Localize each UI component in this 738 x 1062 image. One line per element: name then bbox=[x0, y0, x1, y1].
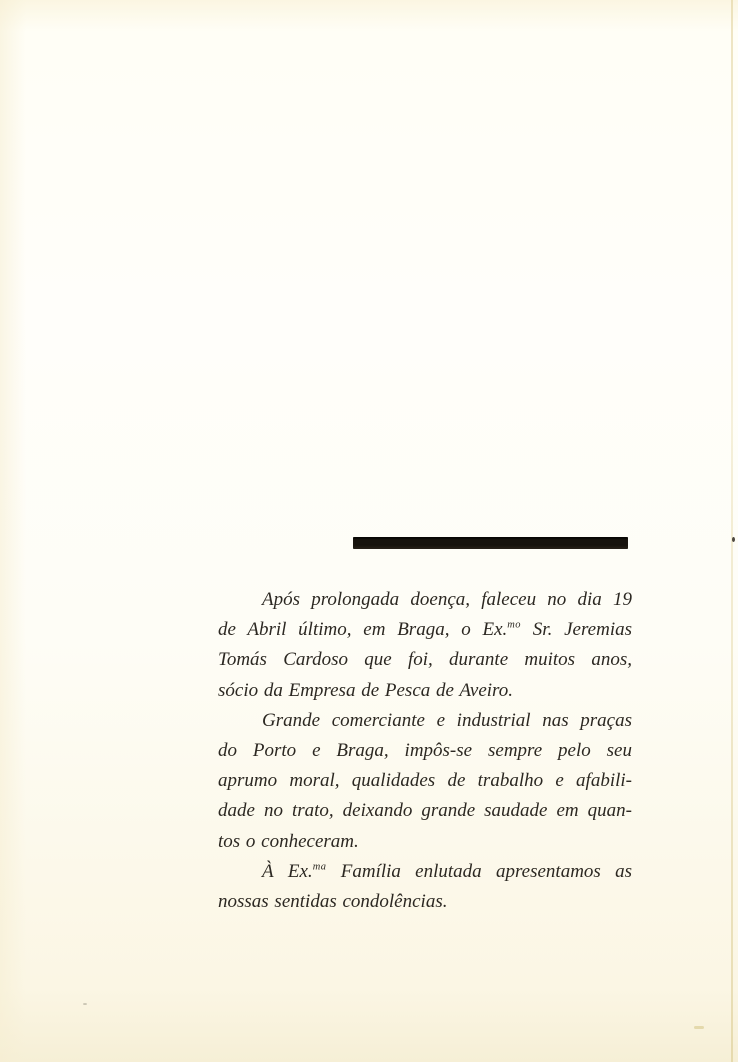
text-segment: Família enlutada apresentamos as bbox=[326, 860, 632, 882]
text-line-p2-l1 bbox=[218, 706, 632, 736]
text-line-p1-l2 bbox=[218, 615, 632, 645]
text-segment: Tomás Cardoso que foi, durante muitos anos, bbox=[218, 649, 632, 671]
text-segment: Grande comerciante e industrial nas praças bbox=[262, 709, 632, 731]
text-segment: Sr. Jeremias bbox=[521, 619, 632, 641]
separator-rule bbox=[353, 537, 628, 549]
superscript-abbreviation: ma bbox=[312, 861, 327, 873]
text-segment: dade no trato, deixando grande saudade em quan- bbox=[218, 800, 632, 822]
superscript-abbreviation: mo bbox=[507, 619, 522, 631]
text-line-p3-l2 bbox=[218, 887, 632, 917]
text-line-p1-l1 bbox=[218, 585, 632, 615]
scan-artifact-speck bbox=[83, 1003, 87, 1005]
text-line-p1-l4 bbox=[218, 676, 632, 706]
text-segment: Após prolongada doença, faleceu no dia 19 bbox=[262, 589, 632, 610]
text-segment: nossas sentidas condolências. bbox=[218, 891, 448, 913]
text-line-p2-l5 bbox=[218, 827, 632, 857]
text-segment: sócio da Empresa de Pesca de Aveiro. bbox=[218, 679, 513, 701]
text-line-p3-l1 bbox=[218, 857, 632, 887]
obituary-text-block bbox=[218, 585, 632, 917]
scan-artifact-smudge bbox=[694, 1026, 704, 1029]
text-segment: tos o conheceram. bbox=[218, 830, 359, 852]
text-segment: do Porto e Braga, impôs-se sempre pelo seu bbox=[218, 740, 632, 762]
text-segment: aprumo moral, qualidades de trabalho e afabili- bbox=[218, 770, 632, 792]
text-segment: À Ex. bbox=[262, 860, 313, 882]
scan-artifact-speck bbox=[732, 537, 735, 542]
text-line-p2-l4 bbox=[218, 796, 632, 826]
scan-page-edge bbox=[731, 0, 733, 1062]
text-line-p2-l3 bbox=[218, 766, 632, 796]
text-line-p2-l2 bbox=[218, 736, 632, 766]
text-segment: de Abril último, em Braga, o Ex. bbox=[218, 619, 508, 641]
text-line-p1-l3 bbox=[218, 645, 632, 675]
